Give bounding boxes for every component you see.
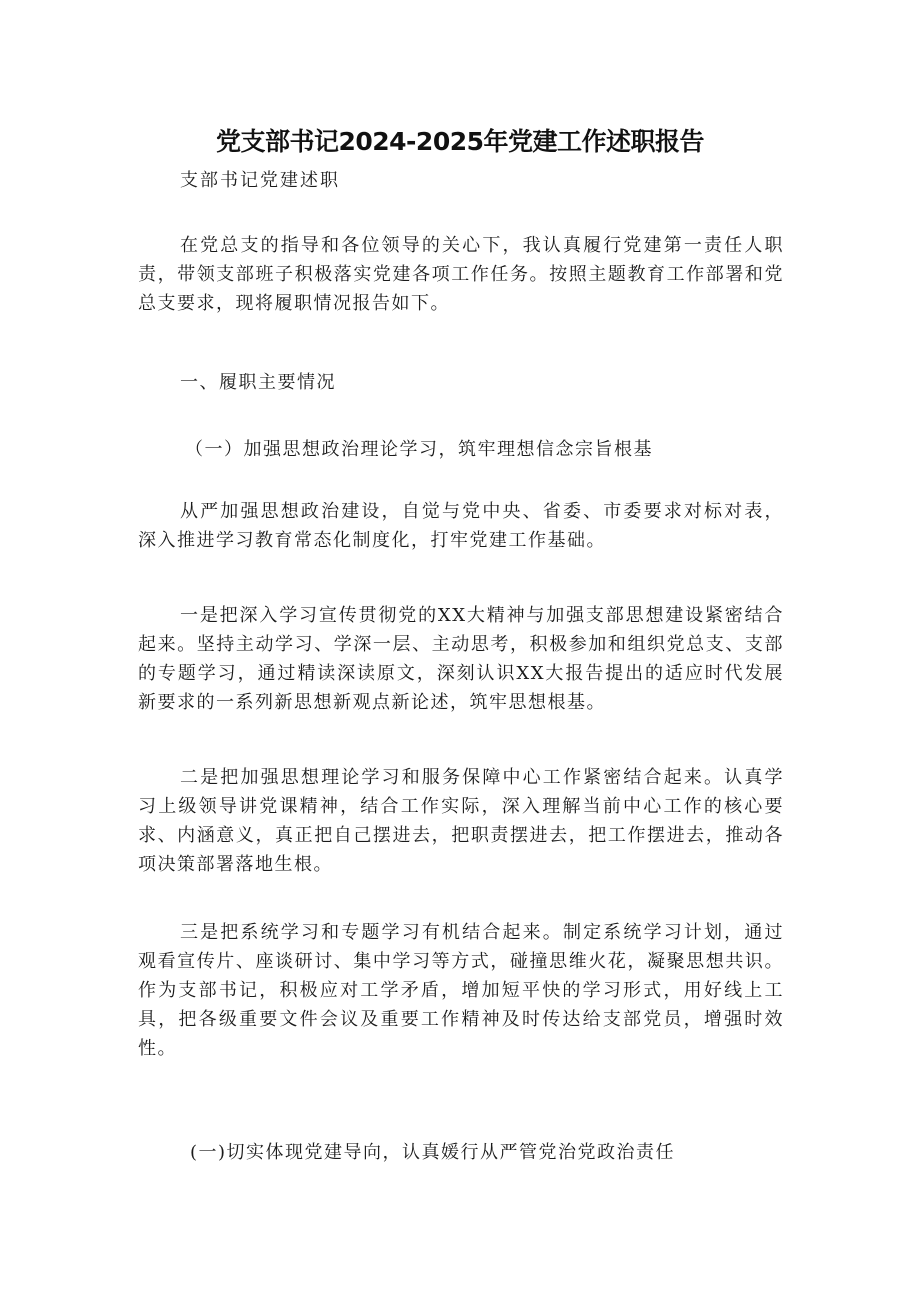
point-1-paragraph: 一是把深入学习宣传贯彻党的XX大精神与加强支部思想建设紧密结合起来。坚持主动学习、学深一层、主动思考，积极参加和组织党总支、支部的专题学习，通过精读深读原文，深刻认识XX大报告提出的适应时代发展新要求的一系列新思想新观点新论述，筑牢思想根基。 [138,605,784,713]
section-heading-1: 一、履职主要情况 [180,372,336,393]
point-2-paragraph: 二是把加强思想理论学习和服务保障中心工作紧密结合起来。认真学习上级领导讲党课精神，结合工作实际，深入理解当前中心工作的核心要求、内涵意义，真正把自己摆进去，把职责摆进去，把工作摆进去，推动各项决策部署落地生根。 [138,767,784,875]
document-subtitle: 支部书记党建述职 [180,170,340,191]
intro-paragraph: 在党总支的指导和各位领导的关心下，我认真履行党建第一责任人职责，带领支部班子积极落实党建各项工作任务。按照主题教育工作部署和党总支要求，现将履职情况报告如下。 [138,235,784,314]
point-3-paragraph: 三是把系统学习和专题学习有机结合起来。制定系统学习计划，通过观看宣传片、座谈研讨、集中学习等方式，碰撞思维火花，凝聚思想共识。作为支部书记，积极应对工学矛盾，增加短平快的学习形式，用好线上工具，把各级重要文件会议及重要工作精神及时传达给支部党员，增强时效性。 [138,922,784,1059]
subsection-heading-2: (一)切实体现党建导向，认真媛行从严管党治党政治责任 [190,1142,676,1163]
subsection-1-paragraph: 从严加强思想政治建设，自觉与党中央、省委、市委要求对标对表，深入推进学习教育常态化制度化，打牢党建工作基础。 [138,501,784,551]
subsection-heading-1: （一）加强思想政治理论学习，筑牢理想信念宗旨根基 [185,439,653,460]
document-title: 党支部书记2024-2025年党建工作述职报告 [215,127,705,156]
